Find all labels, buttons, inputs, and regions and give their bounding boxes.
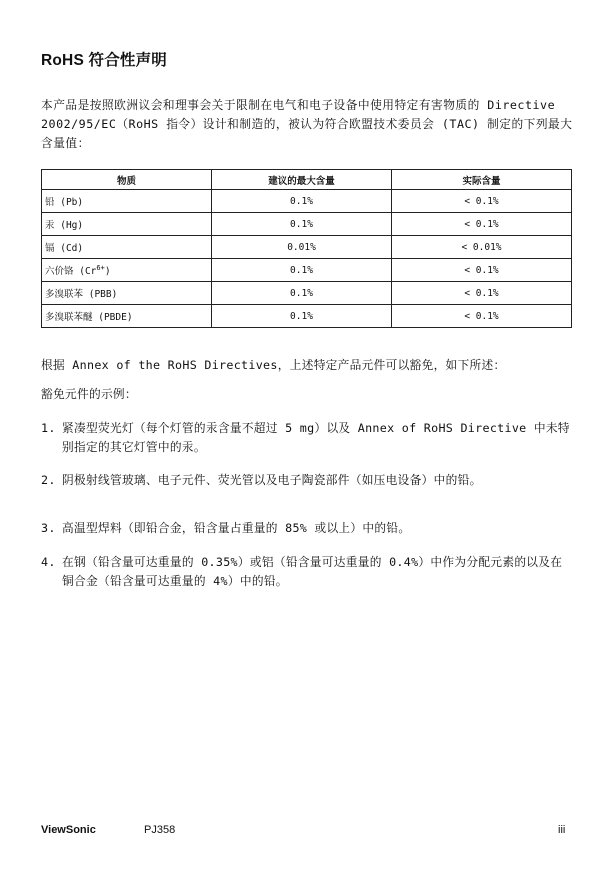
footer-brand: ViewSonic [41, 824, 96, 836]
max-content-cell: 0.1% [212, 305, 392, 328]
substance-cell: 多溴联苯醚 (PBDE) [42, 305, 212, 328]
actual-content-cell: < 0.1% [392, 305, 572, 328]
max-content-cell: 0.1% [212, 190, 392, 213]
superscript-charge: 6+ [96, 263, 105, 272]
substance-table [41, 169, 572, 328]
substance-cell [42, 259, 212, 282]
substance-cell: 镉 (Cd) [42, 236, 212, 259]
substance-tail: ) [104, 266, 111, 277]
actual-content-cell: < 0.01% [392, 236, 572, 259]
actual-content-cell: < 0.1% [392, 259, 572, 282]
max-content-cell: 0.01% [212, 236, 392, 259]
table-row [42, 282, 572, 305]
actual-content-cell: < 0.1% [392, 213, 572, 236]
list-item-number: 2. [41, 473, 56, 487]
list-item-number: 1. [41, 421, 56, 435]
list-item [41, 553, 573, 591]
header-max-content: 建议的最大含量 [212, 170, 392, 190]
header-substance: 物质 [42, 170, 212, 190]
substance-cell: 多溴联苯 (PBB) [42, 282, 212, 305]
page-number: iii [558, 824, 566, 836]
exemption-intro: 根据 Annex of the RoHS Directives，上述特定产品元件可以豁免，如下所述： [41, 358, 506, 372]
header-actual-content: 实际含量 [392, 170, 572, 190]
substance-cell: 汞 (Hg) [42, 213, 212, 236]
list-item-text: 紧凑型荧光灯（每个灯管的汞含量不超过 5 mg）以及 Annex of RoHS Directive 中未特别指定的其它灯管中的汞。 [62, 421, 570, 454]
list-item-text: 高温型焊料（即铅合金，铅含量占重量的 85% 或以上）中的铅。 [62, 521, 411, 535]
list-item-text: 在钢（铅含量可达重量的 0.35%）或铝（铅含量可达重量的 0.4%）中作为分配元素的以及在铜合金（铅含量可达重量的 4%）中的铅。 [62, 555, 563, 588]
table-header-row [42, 170, 572, 190]
list-item-text: 阴极射线管玻璃、电子元件、荧光管以及电子陶瓷部件（如压电设备）中的铅。 [62, 473, 482, 487]
max-content-cell: 0.1% [212, 259, 392, 282]
table-row [42, 190, 572, 213]
max-content-cell: 0.1% [212, 282, 392, 305]
max-content-cell: 0.1% [212, 213, 392, 236]
substance-cell: 铅 (Pb) [42, 190, 212, 213]
footer-model: PJ358 [144, 824, 176, 836]
list-item [41, 419, 573, 457]
list-item [41, 519, 573, 538]
list-item-number: 4. [41, 555, 56, 569]
list-item-number: 3. [41, 521, 56, 535]
substance-name: 六价铬 (Cr [45, 266, 97, 277]
table-row [42, 213, 572, 236]
actual-content-cell: < 0.1% [392, 190, 572, 213]
page-title: RoHS 符合性声明 [41, 52, 168, 69]
table-row [42, 259, 572, 282]
intro-paragraph: 本产品是按照欧洲议会和理事会关于限制在电气和电子设备中使用特定有害物质的 Directive 2002/95/EC（RoHS 指令）设计和制造的，被认为符合欧盟技术委员会 (TAC) 制定的下列最大含量值： [41, 98, 573, 150]
actual-content-cell: < 0.1% [392, 282, 572, 305]
exemption-examples-heading: 豁免元件的示例： [41, 387, 137, 401]
table-row [42, 236, 572, 259]
table-row [42, 305, 572, 328]
list-item [41, 471, 573, 490]
